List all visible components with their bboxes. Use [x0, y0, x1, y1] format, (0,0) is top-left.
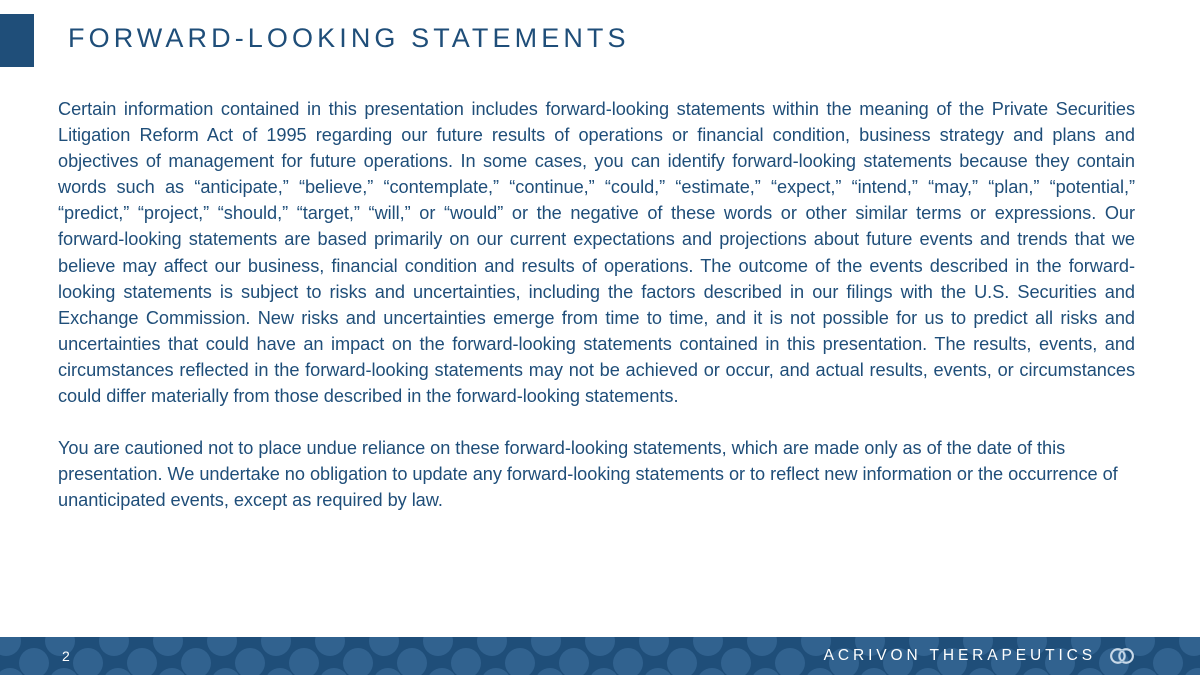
body-content — [58, 96, 1135, 513]
title-accent-block — [0, 14, 34, 67]
page-title: FORWARD-LOOKING STATEMENTS — [68, 23, 630, 53]
slide-footer — [0, 637, 1200, 675]
brand-name: ACRIVON THERAPEUTICS — [823, 647, 1096, 664]
interlocking-rings-logo — [1108, 646, 1136, 666]
disclaimer-paragraph-1: Certain information contained in this presentation includes forward-looking statements within the meaning of the Private Securities Litigation Reform Act of 1995 regarding our future results of operations or financial condition, business strategy and plans and objectives of management for future operations. In some cases, you can identify forward-looking statements because they contain words such as “anticipate,” “believe,” “contemplate,” “continue,” “could,” “estimate,” “expect,” “intend,” “may,” “plan,” “potential,” “predict,” “project,” “should,” “target,” “will,” or “would” or the negative of these words or other similar terms or expressions. Our forward-looking statements are based primarily on our current expectations and projections about future events and trends that we believe may affect our business, financial condition and results of operations. The outcome of the events described in the forward-looking statements is subject to risks and uncertainties, including the factors described in our filings with the U.S. Securities and Exchange Commission. New risks and uncertainties emerge from time to time, and it is not possible for us to predict all risks and uncertainties that could have an impact on the forward-looking statements contained in this presentation. The results, events, and circumstances reflected in the forward-looking statements may not be achieved or occur, and actual results, events, or circumstances could differ materially from those described in the forward-looking statements. — [58, 99, 1135, 407]
disclaimer-paragraph-2: You are cautioned not to place undue reliance on these forward-looking statements, which are made only as of the date of this presentation. We undertake no obligation to update any forward-looking statements or to reflect new information or the occurrence of unanticipated events, except as required by law. — [58, 438, 1118, 511]
page-number: 2 — [62, 648, 71, 664]
brand-lockup — [824, 637, 1136, 675]
